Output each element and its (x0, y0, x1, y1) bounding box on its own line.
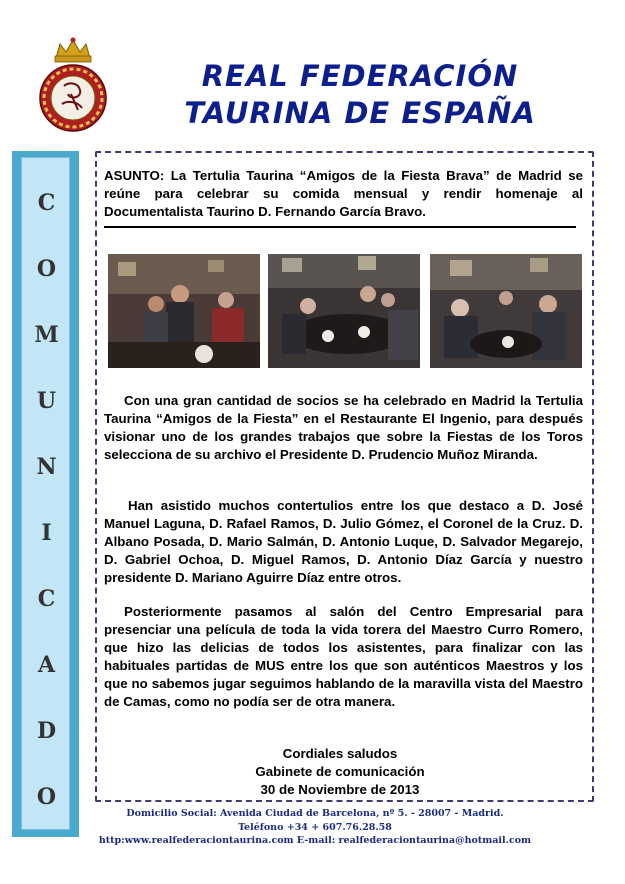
crest-icon (38, 36, 108, 136)
sidebar-letter: C (37, 586, 56, 612)
subject-text: La Tertulia Taurina “Amigos de la Fiesta Brava” de Madrid se reúne para celebrar su comida mensual y rendir homenaje al Documentalista Taurino D. Fernando García Bravo. (104, 168, 583, 219)
sidebar-letter: C (37, 190, 56, 216)
event-photo-3 (430, 254, 582, 368)
sidebar-letter: O (36, 784, 57, 810)
footer-web-email: http:www.realfederaciontaurina.com E-mail: realfederaciontaurina@hotmail.com (98, 835, 532, 846)
closing-department: Gabinete de comunicación (255, 764, 425, 779)
event-photo-2 (268, 254, 420, 368)
body-paragraph-3: Posteriormente pasamos al salón del Centro Empresarial para presenciar una película de toda la vida torera del Maestro Curro Romero, que hizo las delicias de todos los asistentes, para finalizar con las habituales partidas de MUS entre los que son auténticos Maestros y los que no sabemos jugar seguimos hablando de la maravilla vista del Maestro de Camas, como no podía ser de otra manera. (104, 604, 583, 709)
federation-title-line2: TAURINA DE ESPAÑA (184, 96, 536, 130)
body-paragraph-2: Han asistido muchos contertulios entre los que destaco a D. José Manuel Laguna, D. Rafael Ramos, D. Julio Gómez, el Coronel de la Cruz. D. Albano Posada, D. Mario Salmán, D. Antonio Luque, D. Salvador Megarejo, D. Gabriel Ochoa, D. Miguel Ramos, D. Antonio Díaz García y nuestro presidente D. Mariano Aguirre Díaz entre otros. (104, 498, 583, 585)
closing-date: 30 de Noviembre de 2013 (260, 782, 420, 797)
closing-greeting: Cordiales saludos (282, 746, 398, 761)
sidebar-letter: U (36, 388, 57, 414)
event-photo-1 (108, 254, 260, 368)
body-paragraph-1: Con una gran cantidad de socios se ha celebrado en Madrid la Tertulia Taurina “Amigos de la Fiesta” en el Restaurante El Ingenio, para después visionar uno de los grandes trabajos que sobre la Fiestas de los Toros selecciona de su archivo el Presidente D. Prudencio Muñoz Miranda. (104, 393, 583, 462)
subject-label: ASUNTO: (104, 168, 165, 183)
sidebar-letter: A (37, 652, 56, 678)
subject-paragraph (104, 167, 583, 221)
footer-phone: Teléfono +34 + 607.76.28.58 (238, 822, 392, 833)
sidebar-letter: M (34, 322, 59, 348)
sidebar-letter: D (36, 718, 57, 744)
sidebar-letter: N (36, 454, 57, 480)
crest-logo (38, 36, 108, 136)
comunicado-sidebar (12, 151, 79, 837)
comunicado-sidebar-inner (21, 157, 70, 830)
footer-address: Domicilio Social: Avenida Ciudad de Barcelona, nº 5. - 28007 - Madrid. (126, 808, 504, 819)
sidebar-letter: O (36, 256, 57, 282)
federation-title-line1: REAL FEDERACIÓN (201, 59, 519, 93)
separator-rule (104, 226, 576, 228)
sidebar-letter: I (41, 520, 52, 546)
